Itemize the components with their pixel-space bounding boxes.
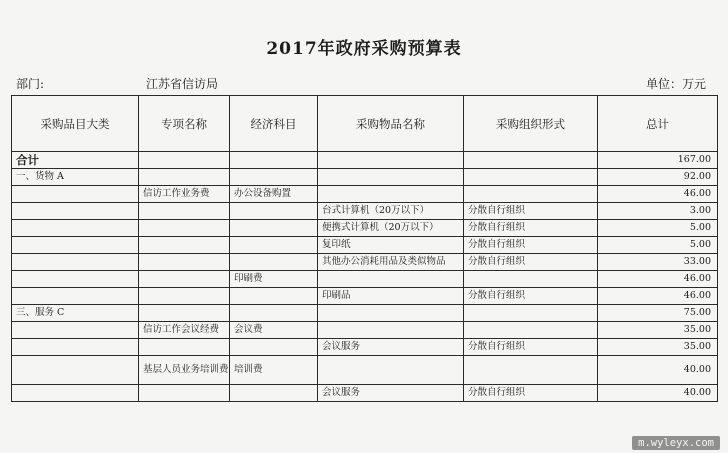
table-cell [318,169,464,186]
table-cell [139,305,230,322]
table-cell: 信访工作业务费 [139,186,230,203]
table-row [12,254,718,271]
table-cell-amount: 33.00 [598,254,718,271]
header-total: 总计 [598,96,718,152]
table-cell [12,237,139,254]
table-cell-amount: 92.00 [598,169,718,186]
table-cell [12,322,139,339]
header-item-name: 采购物品名称 [318,96,464,152]
page-title: 2017年政府采购预算表 [266,39,462,59]
table-cell [12,203,139,220]
table-cell [12,271,139,288]
table-row [12,288,718,305]
table-cell: 复印纸 [318,237,464,254]
department-label: 部门: [16,77,45,91]
table-cell [230,203,318,220]
table-cell: 分散自行组织 [464,288,598,305]
table-cell-amount: 46.00 [598,288,718,305]
table-cell: 分散自行组织 [464,254,598,271]
table-cell [464,152,598,169]
table-cell [464,305,598,322]
table-cell [464,271,598,288]
table-cell: 会议费 [230,322,318,339]
table-cell [12,385,139,402]
table-cell: 分散自行组织 [464,237,598,254]
table-cell: 合计 [12,152,139,169]
table-cell: 台式计算机（20万以下） [318,203,464,220]
table-cell: 培训费 [230,356,318,385]
table-row [12,186,718,203]
table-cell [318,152,464,169]
unit-label: 单位：万元 [645,77,706,91]
table-cell-amount: 40.00 [598,385,718,402]
header-project: 专项名称 [139,96,230,152]
table-cell [230,169,318,186]
table-row [12,322,718,339]
table-cell: 三、服务 C [12,305,139,322]
table-row [12,237,718,254]
watermark: m.wyleyx.com [632,436,720,450]
table-cell: 会议服务 [318,339,464,356]
table-cell [139,385,230,402]
table-cell [230,237,318,254]
table-header-row [12,96,718,152]
table-cell [139,254,230,271]
table-cell [139,339,230,356]
table-row [12,152,718,169]
budget-table [11,95,718,402]
header-category: 采购品目大类 [12,96,139,152]
table-row [12,220,718,237]
table-cell-amount: 167.00 [598,152,718,169]
table-cell: 基层人员业务培训费 [139,356,230,385]
table-cell-amount: 35.00 [598,339,718,356]
table-cell [12,220,139,237]
table-row [12,356,718,385]
table-row [12,203,718,220]
table-row [12,271,718,288]
table-cell [230,254,318,271]
table-cell: 办公设备购置 [230,186,318,203]
table-cell-amount: 46.00 [598,271,718,288]
table-cell-amount: 5.00 [598,220,718,237]
table-cell [464,186,598,203]
table-cell [318,305,464,322]
table-cell: 分散自行组织 [464,385,598,402]
table-cell-amount: 40.00 [598,356,718,385]
table-cell: 会议服务 [318,385,464,402]
table-cell [318,271,464,288]
table-cell [318,356,464,385]
table-cell: 分散自行组织 [464,220,598,237]
table-cell [12,186,139,203]
table-cell: 其他办公消耗用品及类似物品 [318,254,464,271]
department-value: 江苏省信访局 [146,77,219,91]
header-procurement-method: 采购组织形式 [464,96,598,152]
table-row [12,385,718,402]
table-cell: 分散自行组织 [464,203,598,220]
table-cell [230,305,318,322]
table-cell: 信访工作会议经费 [139,322,230,339]
table-cell [139,237,230,254]
table-cell [230,288,318,305]
table-cell [230,152,318,169]
table-cell [464,169,598,186]
table-cell [230,385,318,402]
table-cell: 印刷品 [318,288,464,305]
table-cell-amount: 35.00 [598,322,718,339]
table-cell [464,356,598,385]
table-cell: 分散自行组织 [464,339,598,356]
table-cell [318,186,464,203]
table-cell-amount: 3.00 [598,203,718,220]
table-cell [139,169,230,186]
table-cell [12,288,139,305]
table-cell [139,271,230,288]
table-cell [139,288,230,305]
table-row [12,169,718,186]
table-row [12,305,718,322]
table-cell [12,339,139,356]
table-cell-amount: 5.00 [598,237,718,254]
table-cell-amount: 46.00 [598,186,718,203]
table-cell-amount: 75.00 [598,305,718,322]
table-cell [464,322,598,339]
table-cell [230,220,318,237]
table-row [12,339,718,356]
table-cell: 印刷费 [230,271,318,288]
table-cell: 便携式计算机（20万以下） [318,220,464,237]
table-cell [230,339,318,356]
table-cell: 一、货物 A [12,169,139,186]
header-economic-subject: 经济科目 [230,96,318,152]
table-cell [318,322,464,339]
table-cell [139,203,230,220]
table-cell [139,152,230,169]
table-cell [12,254,139,271]
table-cell [139,220,230,237]
table-cell [12,356,139,385]
